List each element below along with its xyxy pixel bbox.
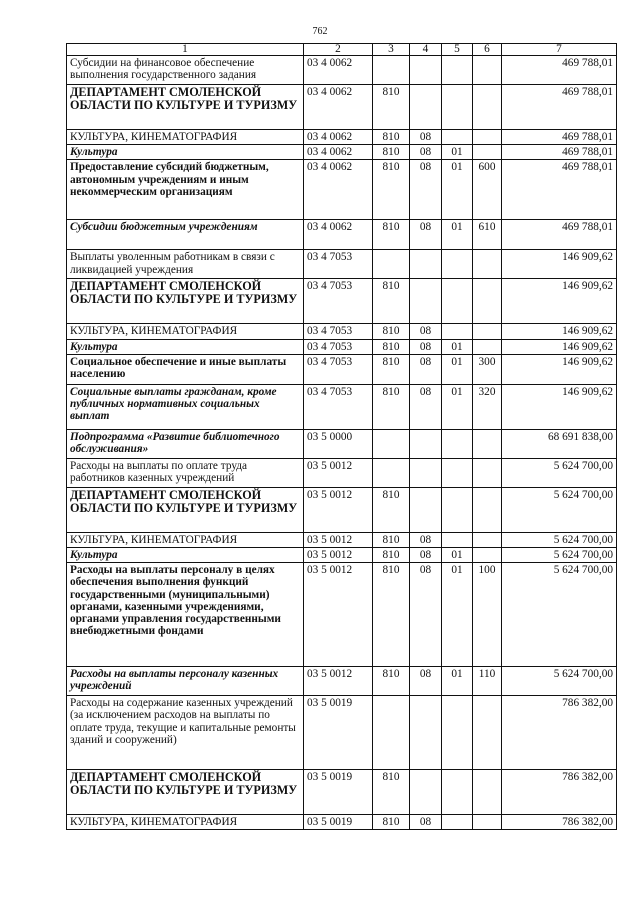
row-name: ДЕПАРТАМЕНТ СМОЛЕНСКОЙ ОБЛАСТИ ПО КУЛЬТУРЕ И ТУРИЗМУ <box>67 279 304 324</box>
subsection-code <box>442 324 473 339</box>
amount: 469 788,01 <box>502 56 617 85</box>
subsection-code: 01 <box>442 145 473 160</box>
row-name: Расходы на содержание казенных учреждений (за исключением расходов на выплаты по оплате труда, текущие и капитальные ремонты зданий и сооружений) <box>67 696 304 770</box>
subsection-code: 01 <box>442 563 473 667</box>
department-code: 810 <box>373 279 410 324</box>
expense-type-code <box>473 85 502 130</box>
expense-type-code <box>473 548 502 563</box>
section-code: 08 <box>410 130 442 145</box>
department-code: 810 <box>373 548 410 563</box>
department-code: 810 <box>373 220 410 250</box>
table-row <box>67 770 617 815</box>
column-header: 1 <box>67 44 304 56</box>
table-row <box>67 563 617 667</box>
amount: 68 691 838,00 <box>502 429 617 458</box>
amount: 146 909,62 <box>502 384 617 429</box>
row-name: Культура <box>67 145 304 160</box>
subsection-code: 01 <box>442 339 473 354</box>
subsection-code <box>442 532 473 547</box>
target-code: 03 5 0012 <box>304 563 373 667</box>
row-name: Выплаты уволенным работникам в связи с ликвидацией учреждения <box>67 250 304 279</box>
department-code <box>373 429 410 458</box>
section-code: 08 <box>410 160 442 220</box>
department-code: 810 <box>373 532 410 547</box>
subsection-code: 01 <box>442 354 473 384</box>
amount: 469 788,01 <box>502 160 617 220</box>
budget-table <box>66 43 617 830</box>
subsection-code <box>442 487 473 532</box>
subsection-code <box>442 56 473 85</box>
department-code: 810 <box>373 770 410 815</box>
department-code: 810 <box>373 324 410 339</box>
subsection-code <box>442 130 473 145</box>
expense-type-code <box>473 458 502 487</box>
row-name: Социальное обеспечение и иные выплаты населению <box>67 354 304 384</box>
amount: 786 382,00 <box>502 696 617 770</box>
amount: 5 624 700,00 <box>502 458 617 487</box>
table-row <box>67 354 617 384</box>
table-row <box>67 56 617 85</box>
section-code: 08 <box>410 563 442 667</box>
table-row <box>67 532 617 547</box>
row-name: ДЕПАРТАМЕНТ СМОЛЕНСКОЙ ОБЛАСТИ ПО КУЛЬТУРЕ И ТУРИЗМУ <box>67 487 304 532</box>
amount: 786 382,00 <box>502 815 617 830</box>
target-code: 03 4 0062 <box>304 56 373 85</box>
header-row <box>67 44 617 56</box>
expense-type-code <box>473 130 502 145</box>
section-code <box>410 770 442 815</box>
section-code: 08 <box>410 815 442 830</box>
target-code: 03 4 7053 <box>304 250 373 279</box>
section-code: 08 <box>410 220 442 250</box>
section-code <box>410 487 442 532</box>
target-code: 03 5 0012 <box>304 667 373 696</box>
table-row <box>67 160 617 220</box>
row-name: КУЛЬТУРА, КИНЕМАТОГРАФИЯ <box>67 324 304 339</box>
department-code: 810 <box>373 667 410 696</box>
department-code: 810 <box>373 160 410 220</box>
subsection-code <box>442 815 473 830</box>
column-header: 2 <box>304 44 373 56</box>
amount: 5 624 700,00 <box>502 667 617 696</box>
row-name: Субсидии бюджетным учреждениям <box>67 220 304 250</box>
row-name: Подпрограмма «Развитие библиотечного обслуживания» <box>67 429 304 458</box>
expense-type-code <box>473 324 502 339</box>
table-row <box>67 548 617 563</box>
table-row <box>67 696 617 770</box>
column-header: 7 <box>502 44 617 56</box>
target-code: 03 4 0062 <box>304 160 373 220</box>
expense-type-code <box>473 815 502 830</box>
row-name: Предоставление субсидий бюджетным, автономным учреждениям и иным некоммерческим организациям <box>67 160 304 220</box>
expense-type-code: 610 <box>473 220 502 250</box>
amount: 146 909,62 <box>502 324 617 339</box>
expense-type-code <box>473 429 502 458</box>
expense-type-code: 300 <box>473 354 502 384</box>
department-code: 810 <box>373 85 410 130</box>
target-code: 03 4 7053 <box>304 339 373 354</box>
row-name: ДЕПАРТАМЕНТ СМОЛЕНСКОЙ ОБЛАСТИ ПО КУЛЬТУРЕ И ТУРИЗМУ <box>67 770 304 815</box>
expense-type-code <box>473 145 502 160</box>
row-name: Расходы на выплаты персоналу казенных учреждений <box>67 667 304 696</box>
expense-type-code <box>473 770 502 815</box>
table-row <box>67 85 617 130</box>
row-name: Культура <box>67 548 304 563</box>
subsection-code <box>442 770 473 815</box>
subsection-code <box>442 429 473 458</box>
expense-type-code <box>473 487 502 532</box>
target-code: 03 5 0000 <box>304 429 373 458</box>
table-row <box>67 384 617 429</box>
target-code: 03 4 0062 <box>304 85 373 130</box>
subsection-code <box>442 279 473 324</box>
row-name: Социальные выплаты гражданам, кроме публичных нормативных социальных выплат <box>67 384 304 429</box>
row-name: КУЛЬТУРА, КИНЕМАТОГРАФИЯ <box>67 815 304 830</box>
target-code: 03 4 7053 <box>304 279 373 324</box>
row-name: Субсидии на финансовое обеспечение выполнения государственного задания <box>67 56 304 85</box>
row-name: ДЕПАРТАМЕНТ СМОЛЕНСКОЙ ОБЛАСТИ ПО КУЛЬТУРЕ И ТУРИЗМУ <box>67 85 304 130</box>
table-row <box>67 145 617 160</box>
subsection-code: 01 <box>442 548 473 563</box>
row-name: Расходы на выплаты персоналу в целях обеспечения выполнения функций государственными (муниципальными) органами, казенными учреждениями, органами управления государственными внебюджетными фондами <box>67 563 304 667</box>
table-row <box>67 429 617 458</box>
target-code: 03 4 7053 <box>304 354 373 384</box>
row-name: КУЛЬТУРА, КИНЕМАТОГРАФИЯ <box>67 130 304 145</box>
target-code: 03 5 0019 <box>304 696 373 770</box>
section-code <box>410 56 442 85</box>
section-code: 08 <box>410 145 442 160</box>
table-row <box>67 815 617 830</box>
target-code: 03 5 0012 <box>304 532 373 547</box>
target-code: 03 4 0062 <box>304 145 373 160</box>
table-row <box>67 324 617 339</box>
department-code: 810 <box>373 487 410 532</box>
column-header: 4 <box>410 44 442 56</box>
row-name: Расходы на выплаты по оплате труда работников казенных учреждений <box>67 458 304 487</box>
amount: 146 909,62 <box>502 279 617 324</box>
table-row <box>67 130 617 145</box>
target-code: 03 5 0019 <box>304 770 373 815</box>
subsection-code <box>442 458 473 487</box>
department-code: 810 <box>373 130 410 145</box>
target-code: 03 4 0062 <box>304 220 373 250</box>
department-code: 810 <box>373 563 410 667</box>
target-code: 03 5 0012 <box>304 487 373 532</box>
section-code <box>410 458 442 487</box>
amount: 469 788,01 <box>502 220 617 250</box>
target-code: 03 4 7053 <box>304 324 373 339</box>
page-number: 762 <box>312 26 328 37</box>
expense-type-code <box>473 532 502 547</box>
table-row <box>67 458 617 487</box>
section-code: 08 <box>410 384 442 429</box>
amount: 5 624 700,00 <box>502 563 617 667</box>
expense-type-code <box>473 56 502 85</box>
department-code <box>373 696 410 770</box>
section-code <box>410 429 442 458</box>
department-code <box>373 458 410 487</box>
expense-type-code <box>473 696 502 770</box>
department-code: 810 <box>373 815 410 830</box>
subsection-code: 01 <box>442 220 473 250</box>
subsection-code <box>442 250 473 279</box>
expense-type-code <box>473 279 502 324</box>
section-code: 08 <box>410 532 442 547</box>
section-code <box>410 250 442 279</box>
table-row <box>67 220 617 250</box>
amount: 5 624 700,00 <box>502 487 617 532</box>
amount: 469 788,01 <box>502 85 617 130</box>
column-header: 5 <box>442 44 473 56</box>
amount: 469 788,01 <box>502 130 617 145</box>
subsection-code <box>442 85 473 130</box>
target-code: 03 5 0012 <box>304 548 373 563</box>
subsection-code <box>442 696 473 770</box>
section-code <box>410 85 442 130</box>
section-code: 08 <box>410 354 442 384</box>
department-code: 810 <box>373 145 410 160</box>
table-row <box>67 667 617 696</box>
subsection-code: 01 <box>442 384 473 429</box>
amount: 146 909,62 <box>502 354 617 384</box>
department-code <box>373 56 410 85</box>
section-code: 08 <box>410 339 442 354</box>
row-name: КУЛЬТУРА, КИНЕМАТОГРАФИЯ <box>67 532 304 547</box>
amount: 5 624 700,00 <box>502 532 617 547</box>
amount: 469 788,01 <box>502 145 617 160</box>
subsection-code: 01 <box>442 667 473 696</box>
section-code: 08 <box>410 324 442 339</box>
column-header: 3 <box>373 44 410 56</box>
department-code: 810 <box>373 339 410 354</box>
expense-type-code: 320 <box>473 384 502 429</box>
department-code: 810 <box>373 354 410 384</box>
section-code: 08 <box>410 667 442 696</box>
target-code: 03 4 7053 <box>304 384 373 429</box>
section-code <box>410 696 442 770</box>
target-code: 03 5 0019 <box>304 815 373 830</box>
subsection-code: 01 <box>442 160 473 220</box>
department-code: 810 <box>373 384 410 429</box>
expense-type-code <box>473 250 502 279</box>
amount: 786 382,00 <box>502 770 617 815</box>
amount: 146 909,62 <box>502 339 617 354</box>
table-body <box>67 56 617 830</box>
target-code: 03 4 0062 <box>304 130 373 145</box>
expense-type-code: 600 <box>473 160 502 220</box>
expense-type-code <box>473 339 502 354</box>
column-header: 6 <box>473 44 502 56</box>
table-row <box>67 279 617 324</box>
target-code: 03 5 0012 <box>304 458 373 487</box>
amount: 146 909,62 <box>502 250 617 279</box>
expense-type-code: 100 <box>473 563 502 667</box>
table-row <box>67 487 617 532</box>
section-code <box>410 279 442 324</box>
table-row <box>67 339 617 354</box>
table-row <box>67 250 617 279</box>
amount: 5 624 700,00 <box>502 548 617 563</box>
expense-type-code: 110 <box>473 667 502 696</box>
department-code <box>373 250 410 279</box>
section-code: 08 <box>410 548 442 563</box>
row-name: Культура <box>67 339 304 354</box>
